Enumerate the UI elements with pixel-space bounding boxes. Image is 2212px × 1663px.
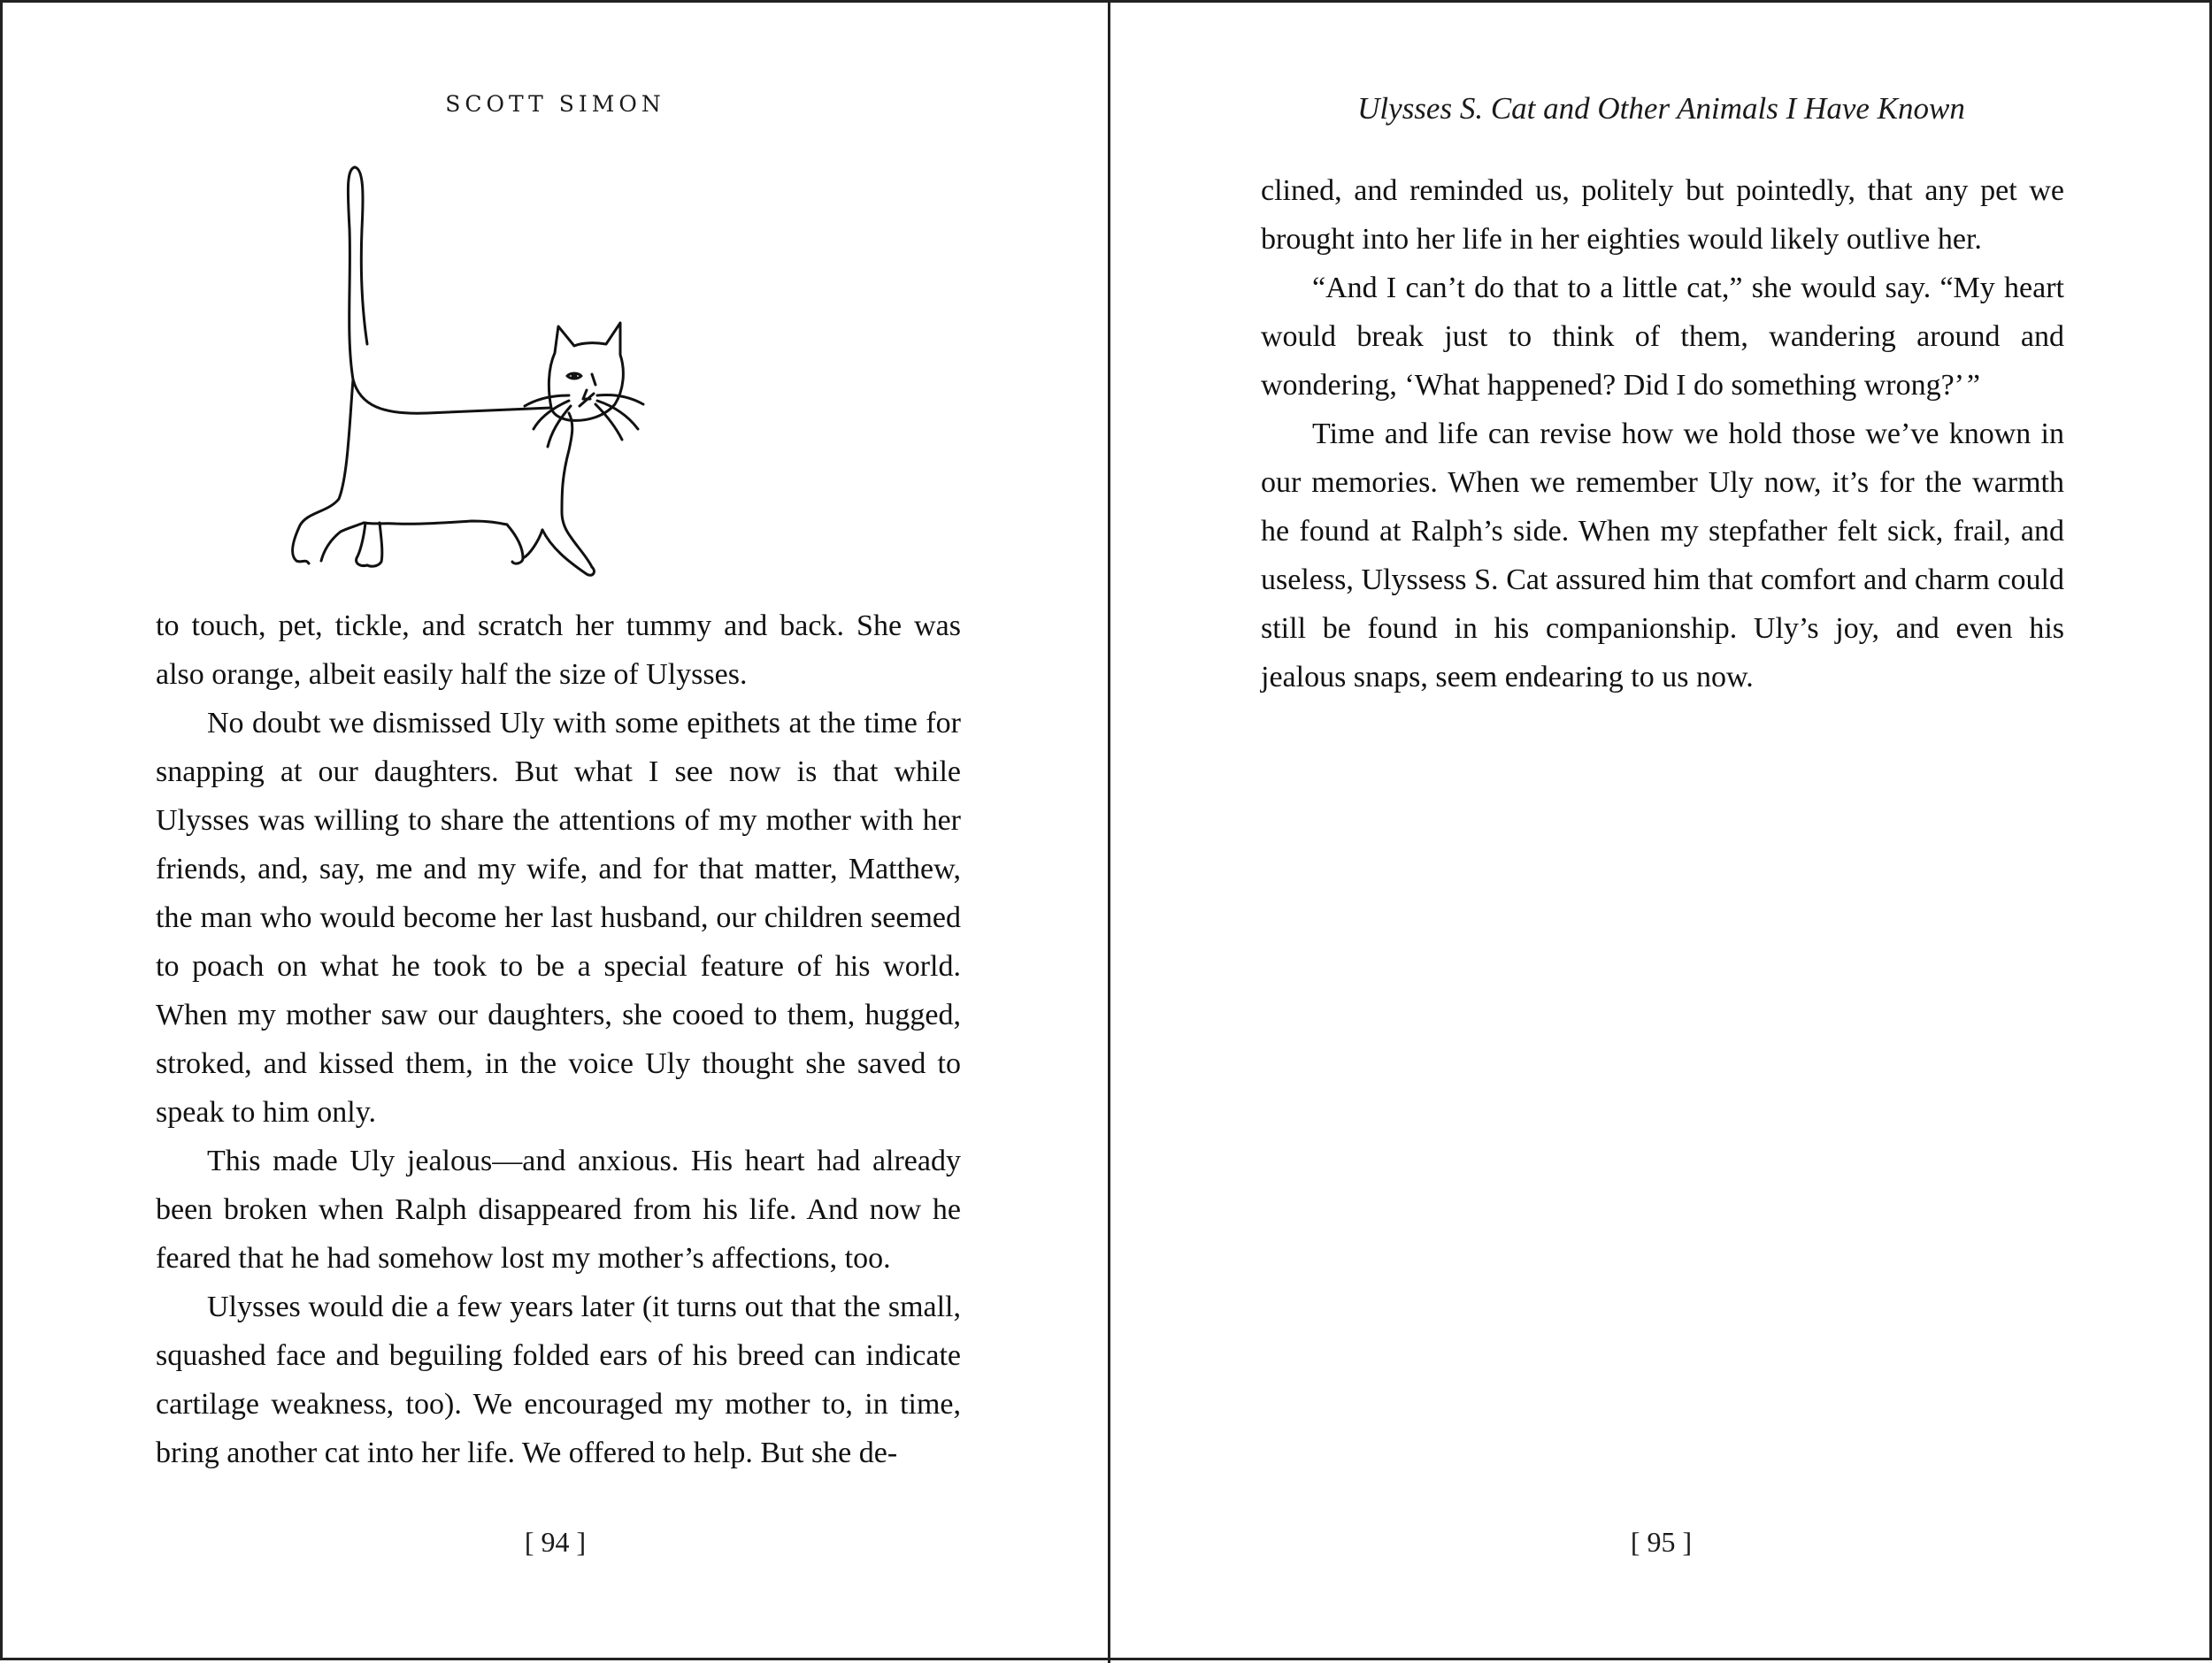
paragraph: This made Uly jealous—and anxious. His heart had already been broken when Ralph disappeared from his life. And now he feared that he had somehow lost my mother’s affections, too. xyxy=(156,1145,961,1275)
page-number: [ 94 ] xyxy=(524,1526,587,1558)
paragraph: No doubt we dismissed Uly with some epithets at the time for snapping at our daughters. But what I see now is that while Ulysses was willing to share the attentions of my mother with her friends, and, say, me and my wife, and for that matter, Matthew, the man who would become her last husband, our children seemed to poach on what he took to be a special feature of his world. When my mother saw our daughters, she cooed to them, hugged, stroked, and kissed them, in the voice Uly thought she saved to speak to him only. xyxy=(156,707,961,1129)
left-page-body xyxy=(156,602,961,1477)
right-page-body xyxy=(1261,166,2064,701)
page-number: [ 95 ] xyxy=(1630,1526,1693,1558)
paragraph: clined, and reminded us, politely but pointedly, that any pet we brought into her life in her eighties would likely outlive her. xyxy=(1261,174,2064,256)
author-running-head: SCOTT SIMON xyxy=(445,91,665,117)
paragraph: Time and life can revise how we hold those we’ve known in our memories. When we remember Uly now, it’s for the warmth he found at Ralph’s side. When my stepfather felt sick, frail, and useless, Ulyssess S. Cat assured him that comfort and charm could still be found in his companionship. Uly’s joy, and even his jealous snaps, seem endearing to us now. xyxy=(1261,418,2064,694)
paragraph: to touch, pet, tickle, and scratch her tummy and back. She was also orange, albeit easily half the size of Ulysses. xyxy=(156,609,961,691)
title-running-head: Ulysses S. Cat and Other Animals I Have Known xyxy=(1357,91,1965,126)
right-page xyxy=(1110,3,2212,1663)
paragraph: “And I can’t do that to a little cat,” she would say. “My heart would break just to think of them, wandering around and wondering, ‘What happened? Did I do something wrong?’ ” xyxy=(1261,272,2064,402)
cat-illustration xyxy=(286,158,684,592)
left-page xyxy=(3,3,1108,1663)
paragraph: Ulysses would die a few years later (it turns out that the small, squashed face and beguiling folded ears of his breed can indicate cartilage weakness, too). We encouraged my mother to, in time, bring another cat into her life. We offered to help. But she de- xyxy=(156,1291,961,1469)
